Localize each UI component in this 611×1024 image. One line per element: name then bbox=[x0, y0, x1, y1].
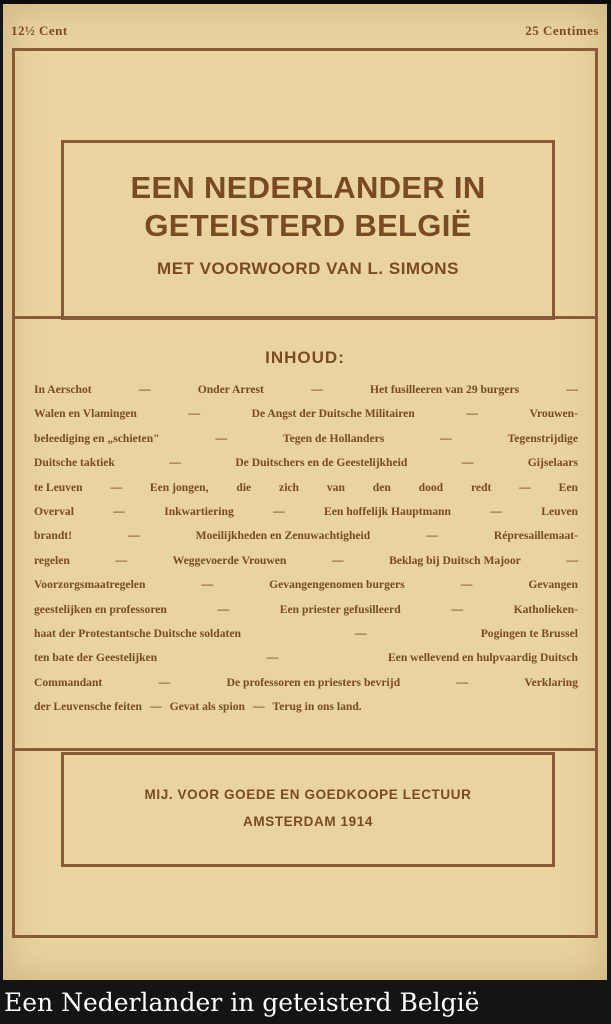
contents-segment: redt bbox=[470, 480, 492, 494]
contents-segment: Pogingen te Brussel bbox=[480, 626, 578, 640]
contents-segment: — bbox=[490, 504, 502, 518]
contents-line bbox=[34, 573, 578, 597]
contents-segment: der Leuvensche feiten bbox=[34, 700, 142, 714]
contents-segment: — bbox=[566, 553, 578, 567]
contents-line bbox=[34, 598, 578, 622]
contents-segment: De Duitschers en de Geestelijkheid bbox=[235, 456, 408, 470]
contents-segment: Walen en Vlamingen bbox=[34, 407, 137, 421]
contents-segment: — bbox=[115, 553, 128, 567]
contents-segment: — bbox=[201, 578, 214, 592]
contents-segment: haat der Protestantsche Duitsche soldaten bbox=[34, 626, 241, 640]
contents-segment: Terug in ons land. bbox=[272, 700, 362, 714]
contents-segment: van bbox=[326, 480, 345, 494]
contents-segment: Duitsche taktiek bbox=[34, 456, 115, 470]
divider-bottom bbox=[12, 748, 598, 751]
contents-segment: — bbox=[110, 480, 123, 494]
contents-segment: Tegen de Hollanders bbox=[282, 431, 385, 445]
contents-segment: Een jongen, bbox=[149, 480, 209, 494]
book-cover bbox=[3, 4, 607, 980]
contents-segment: De professoren en priesters bevrijd bbox=[226, 675, 401, 689]
contents-segment: Inkwartiering bbox=[164, 504, 234, 518]
contents-segment: Leuven bbox=[541, 504, 578, 518]
contents-segment: Een bbox=[558, 480, 578, 494]
contents-segment: — bbox=[215, 431, 228, 445]
contents-segment: Gevat als spion bbox=[169, 700, 245, 714]
contents-line bbox=[34, 622, 578, 646]
contents-segment: In Aerschot bbox=[34, 383, 92, 396]
contents-segment: — bbox=[113, 504, 125, 518]
contents-segment: — bbox=[169, 456, 181, 470]
contents-segment: — bbox=[466, 407, 478, 421]
publisher-place-year: AMSTERDAM 1914 bbox=[243, 814, 373, 829]
contents-segment: Moeilijkheden en Zenuwachtigheid bbox=[195, 529, 371, 543]
contents-segment: — bbox=[149, 700, 162, 714]
contents-segment: die bbox=[236, 480, 252, 494]
contents-segment: Gevangen bbox=[528, 578, 578, 592]
contents-segment: Gevangengenomen burgers bbox=[269, 578, 405, 592]
publisher-name: MIJ. VOOR GOEDE EN GOEDKOOPE LECTUUR bbox=[144, 787, 472, 802]
contents-line bbox=[34, 646, 578, 670]
contents-segment: — bbox=[440, 431, 452, 445]
contents-segment: Verklaring bbox=[524, 675, 578, 689]
contents-line bbox=[34, 476, 578, 500]
contents-segment: De Angst der Duitsche Militairen bbox=[251, 407, 415, 421]
contents-segment: dood bbox=[418, 480, 444, 494]
contents-segment: te Leuven bbox=[34, 480, 83, 494]
contents-line bbox=[34, 378, 578, 402]
title-line-1: EEN NEDERLANDER IN bbox=[130, 170, 486, 205]
contents-segment: Een priester gefusilleerd bbox=[279, 602, 401, 616]
contents-line bbox=[34, 427, 578, 451]
contents-segment: — bbox=[519, 480, 531, 494]
title-line-2: GETEISTERD BELGIË bbox=[144, 208, 472, 243]
contents-segment: brandt! bbox=[34, 529, 73, 543]
contents-segment: — bbox=[331, 553, 344, 567]
contents-segment: — bbox=[128, 529, 140, 543]
contents-segment: Een hoffelijk Hauptmann bbox=[324, 504, 451, 518]
contents-segment: Voorzorgsmaatregelen bbox=[34, 578, 146, 592]
contents-line bbox=[34, 695, 578, 719]
contents-segment: Tegenstrijdige bbox=[507, 431, 578, 445]
contents-segment: Commandant bbox=[34, 675, 103, 689]
contents-segment: — bbox=[566, 383, 578, 396]
contents-segment: ten bate der Geestelijken bbox=[34, 651, 158, 665]
image-caption: Een Nederlander in geteisterd België bbox=[4, 988, 480, 1017]
contents-line bbox=[34, 549, 578, 573]
contents-segment: Onder Arrest bbox=[197, 383, 264, 396]
contents-segment: — bbox=[217, 602, 230, 616]
contents-segment: — bbox=[138, 383, 151, 396]
contents-segment: Répresaillemaat- bbox=[493, 529, 578, 543]
contents-segment: — bbox=[252, 700, 265, 714]
contents-segment: — bbox=[188, 407, 201, 421]
contents-segment: Vrouwen- bbox=[529, 407, 578, 421]
contents-segment: — bbox=[460, 578, 473, 592]
contents-segment: — bbox=[461, 456, 474, 470]
contents-segment: Katholieken- bbox=[513, 602, 578, 616]
contents-segment: — bbox=[456, 675, 468, 689]
contents-line bbox=[34, 500, 578, 524]
contents-segment: — bbox=[273, 504, 285, 518]
contents-segment: geestelijken en professoren bbox=[34, 602, 167, 616]
contents-segment: Gijselaars bbox=[527, 456, 578, 470]
publisher-box bbox=[61, 752, 555, 867]
contents-line bbox=[34, 524, 578, 548]
contents-heading: INHOUD: bbox=[265, 348, 345, 367]
contents-line bbox=[34, 671, 578, 695]
contents-line bbox=[34, 451, 578, 475]
contents-segment: Een wellevend en hulpvaardig Duitsch bbox=[387, 651, 578, 665]
contents-segment: regelen bbox=[34, 553, 70, 567]
contents-segment: Overval bbox=[34, 504, 74, 518]
contents-segment: — bbox=[311, 383, 323, 396]
contents-segment: zich bbox=[279, 480, 300, 494]
contents-segment: Beklag bij Duitsch Majoor bbox=[389, 553, 521, 567]
contents-segment: — bbox=[426, 529, 438, 543]
title-box bbox=[61, 140, 555, 320]
contents-segment: — bbox=[451, 602, 463, 616]
contents-list bbox=[34, 378, 578, 719]
contents-segment: — bbox=[158, 675, 171, 689]
contents-segment: beleediging en „schieten" bbox=[34, 431, 160, 445]
price-centimes: 25 Centimes bbox=[525, 23, 599, 38]
subtitle: MET VOORWOORD VAN L. SIMONS bbox=[157, 259, 459, 278]
contents-line bbox=[34, 402, 578, 426]
contents-segment: — bbox=[355, 626, 367, 640]
price-cent: 12½ Cent bbox=[11, 23, 68, 38]
contents-segment: Weggevoerde Vrouwen bbox=[172, 553, 287, 567]
contents-segment: Het fusilleeren van 29 burgers bbox=[369, 383, 520, 396]
contents-segment: den bbox=[372, 480, 391, 494]
contents-segment: — bbox=[266, 651, 279, 665]
